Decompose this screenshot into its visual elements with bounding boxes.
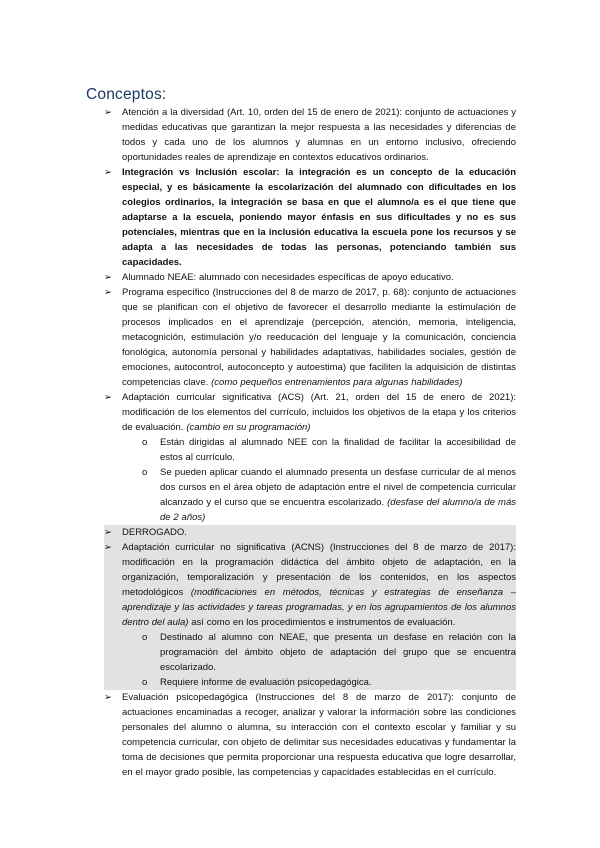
item-text: Integración vs Inclusión escolar: la integración es un concepto de la educación especial, y es básicamente la escolarización del alumnado con dificultades en los colegios ordinarios, la integración se basa en que el alumno/a es el que tiene que adaptarse a la escuela, poniendo mayor énfasis en sus dificultades y no es sus potenciales, mientras que en la inclusión educativa la escuela pone los recursos y se adapta a las necesidades de todas las personas, potenciando también sus capacidades. bbox=[122, 167, 516, 268]
arrow-bullet-icon: ➢ bbox=[104, 272, 112, 283]
sub-item-text bbox=[160, 465, 516, 525]
sub-item-text: Están dirigidas al alumnado NEE con la finalidad de facilitar la accesibilidad de estos al currículo. bbox=[160, 437, 516, 463]
sub-item-note: (desfase del alumno/a de más de 2 años) bbox=[160, 497, 516, 523]
item-text: Evaluación psicopedagógica (Instrucciones del 8 de marzo de 2017): conjunto de actuaciones encaminadas a recoger, analizar y valorar la información sobre las condiciones personales del alumno o alumna, su interacción con el contexto escolar y familiar y su competencia curricular, con objeto de delimitar sus necesidades educativas y fundamentar la toma de decisiones que permita proporcionar una respuesta educativa que logre desarrollar, en el mayor grado posible, las competencias y capacidades establecidas en el currículo. bbox=[122, 692, 516, 778]
list-item-acs bbox=[104, 390, 516, 525]
item-note: (cambio en su programación) bbox=[186, 422, 311, 433]
item-text: Atención a la diversidad (Art. 10, orden del 15 de enero de 2021): conjunto de actuaciones y medidas educativas que garantizan la mejor respuesta a las necesidades y diferencias de todos y cada uno de los alumnos y alumnas en un entorno inclusivo, ofreciendo oportunidades reales de aprendizaje en contextos educativos ordinarios. bbox=[122, 107, 516, 163]
list-item-acns bbox=[104, 540, 516, 690]
sub-item bbox=[122, 435, 516, 465]
sub-item bbox=[122, 675, 516, 690]
item-text: DERROGADO. bbox=[122, 527, 187, 538]
item-note: (modificaciones en métodos, técnicas y estrategias de enseñanza – aprendizaje y las actividades y tareas programadas, y en los agrupamientos de los alumnos dentro del aula) bbox=[122, 587, 517, 628]
item-body: Adaptación curricular no significativa (ACNS) (Instrucciones del 8 de marzo de 2017): modificación en la programación didáctica del ámbito objeto de adaptación, en la organización, temporalización y presentación de los contenidos, en los aspectos metodológicos bbox=[122, 542, 516, 598]
item-body: Adaptación curricular significativa (ACS) (Art. 21, orden del 15 de enero de 2021): modificación de los elementos del currículo, incluidos los objetivos de la etapa y los criterios de evaluación. bbox=[122, 392, 516, 433]
sub-item bbox=[122, 630, 516, 675]
list-item-programa-especifico bbox=[104, 285, 516, 390]
circle-bullet-icon: o bbox=[142, 467, 148, 478]
arrow-bullet-icon: ➢ bbox=[104, 167, 112, 178]
item-text bbox=[122, 285, 516, 390]
arrow-bullet-icon: ➢ bbox=[104, 692, 112, 703]
list-item-atencion-diversidad bbox=[104, 105, 516, 165]
list-item-evaluacion-psicopedagogica bbox=[104, 690, 516, 780]
list-item-derrogado bbox=[104, 525, 516, 540]
circle-bullet-icon: o bbox=[142, 677, 148, 688]
page-heading: Conceptos: bbox=[86, 86, 167, 103]
item-note: (como pequeños entrenamientos para algunas habilidades) bbox=[211, 377, 463, 388]
arrow-bullet-icon: ➢ bbox=[104, 527, 112, 538]
list-item-alumnado-neae bbox=[104, 270, 516, 285]
sub-item-text: Destinado al alumno con NEAE, que presenta un desfase en relación con la programación del ámbito objeto de adaptación del grupo que se encuentra escolarizado. bbox=[160, 632, 516, 673]
arrow-bullet-icon: ➢ bbox=[104, 542, 112, 553]
arrow-bullet-icon: ➢ bbox=[104, 107, 112, 118]
item-text bbox=[122, 390, 516, 435]
sub-item-text: Requiere informe de evaluación psicopedagógica. bbox=[160, 677, 372, 688]
list-item-integracion-inclusion bbox=[104, 165, 516, 270]
circle-bullet-icon: o bbox=[142, 632, 148, 643]
item-text bbox=[122, 540, 516, 630]
arrow-bullet-icon: ➢ bbox=[104, 392, 112, 403]
sub-item bbox=[122, 465, 516, 525]
item-body: Programa específico (Instrucciones del 8 de marzo de 2017, p. 68): conjunto de actuaciones que se planifican con el objetivo de favorecer el desarrollo mediante la estimulación de procesos implicados en el aprendizaje (percepción, atención, memoria, inteligencia, metacognición, estimulación y/o reeducación del lenguaje y la comunicación, conciencia fonológica, autonomía personal y habilidades adaptativas, habilidades sociales, gestión de emociones, autocontrol, autoconcepto y autoestima) que faciliten la adquisición de distintas competencias clave. bbox=[122, 287, 516, 388]
circle-bullet-icon: o bbox=[142, 437, 148, 448]
arrow-bullet-icon: ➢ bbox=[104, 287, 112, 298]
item-text: Alumnado NEAE: alumnado con necesidades específicas de apoyo educativo. bbox=[122, 272, 454, 283]
item-body-end: así como en los procedimientos e instrumentos de evaluación. bbox=[191, 617, 456, 628]
concepts-list bbox=[104, 105, 516, 780]
sub-item-body: Se pueden aplicar cuando el alumnado presenta un desfase curricular de al menos dos cursos en el área objeto de adaptación entre el nivel de competencia curricular alcanzado y el curso que se encuentra escolarizado. bbox=[160, 467, 516, 508]
